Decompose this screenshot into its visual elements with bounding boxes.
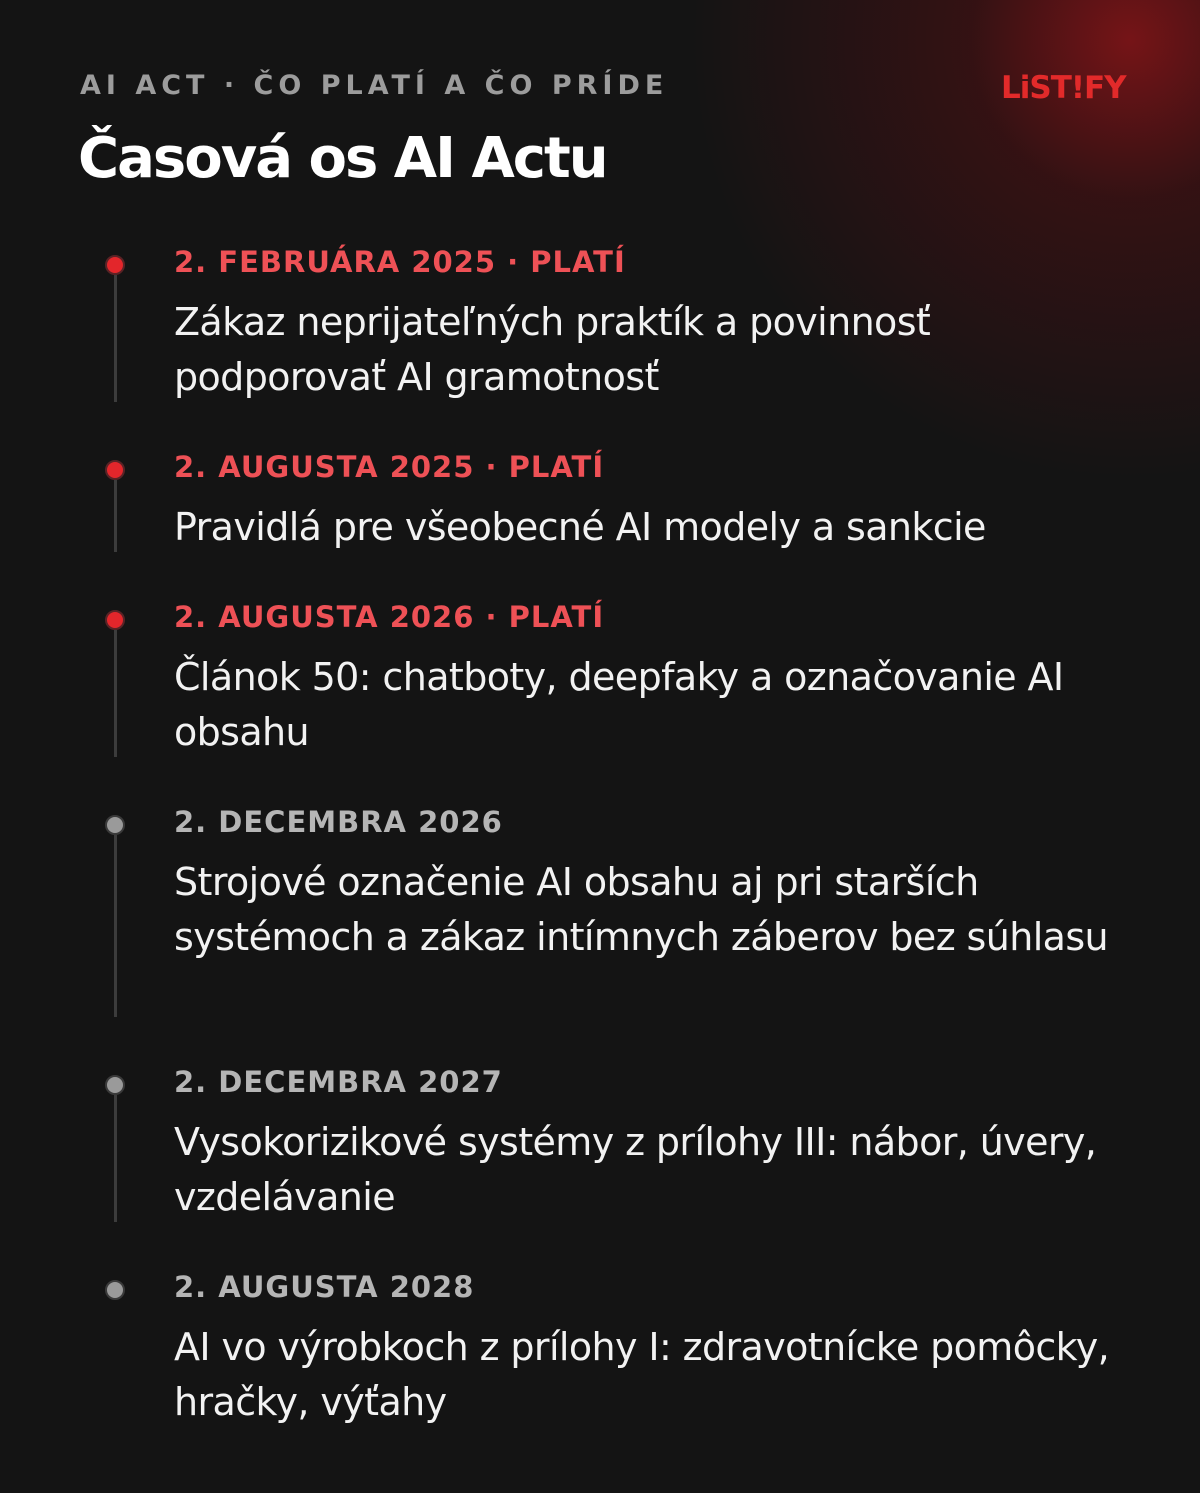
timeline-connector bbox=[114, 630, 117, 757]
status-dot-icon bbox=[105, 255, 125, 275]
event-date: 2. AUGUSTA 2025 · PLATÍ bbox=[174, 450, 605, 484]
status-dot-icon bbox=[105, 1280, 125, 1300]
event-description: AI vo výrobkoch z prílohy I: zdravotnícke pomôcky, hračky, výťahy bbox=[174, 1325, 1110, 1424]
brand-logo: LiST!FY bbox=[1001, 70, 1126, 106]
event-description: Článok 50: chatboty, deepfaky a označovanie AI obsahu bbox=[174, 655, 1064, 754]
status-dot-icon bbox=[105, 610, 125, 630]
event-description: Strojové označenie AI obsahu aj pri starších systémoch a zákaz intímnych záberov bez súhlasu bbox=[174, 860, 1109, 959]
timeline-connector bbox=[114, 480, 117, 552]
event-date: 2. AUGUSTA 2028 bbox=[174, 1270, 475, 1304]
event-date: 2. DECEMBRA 2027 bbox=[174, 1065, 503, 1099]
page-title: Časová os AI Actu bbox=[78, 126, 607, 191]
timeline-connector bbox=[114, 835, 117, 1017]
status-dot-icon bbox=[105, 815, 125, 835]
status-dot-icon bbox=[105, 460, 125, 480]
timeline-connector bbox=[114, 275, 117, 402]
event-description: Pravidlá pre všeobecné AI modely a sankcie bbox=[174, 505, 986, 549]
timeline-connector bbox=[114, 1095, 117, 1222]
event-description: Vysokorizikové systémy z prílohy III: nábor, úvery, vzdelávanie bbox=[174, 1120, 1097, 1219]
event-date: 2. DECEMBRA 2026 bbox=[174, 805, 503, 839]
kicker-label: AI ACT · ČO PLATÍ A ČO PRÍDE bbox=[80, 70, 669, 101]
event-description: Zákaz neprijateľných praktík a povinnosť podporovať AI gramotnosť bbox=[174, 300, 931, 399]
event-date: 2. FEBRUÁRA 2025 · PLATÍ bbox=[174, 245, 626, 279]
status-dot-icon bbox=[105, 1075, 125, 1095]
event-date: 2. AUGUSTA 2026 · PLATÍ bbox=[174, 600, 605, 634]
